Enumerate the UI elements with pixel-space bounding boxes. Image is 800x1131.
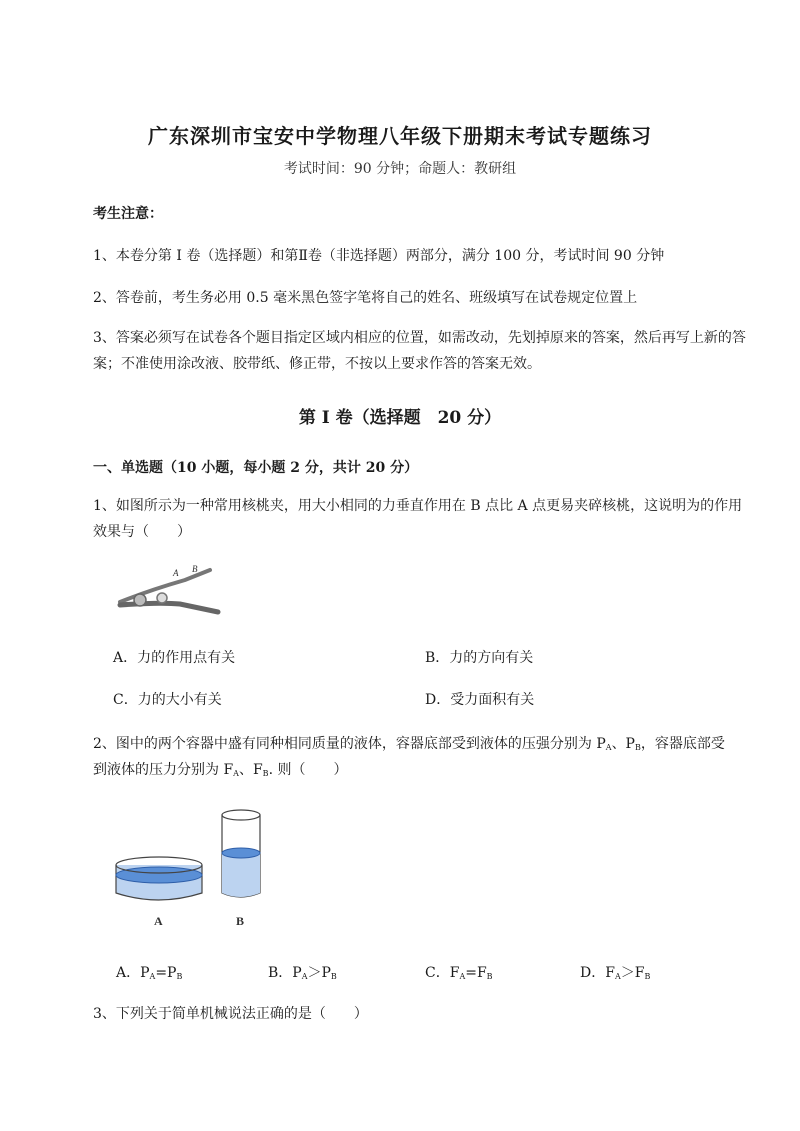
q2-sub: B [634,743,641,752]
notice-item-2: 2、答卷前，考生务必用 0.5 毫米黑色签字笔将自己的姓名、班级填写在试卷规定位置上 [93,290,638,306]
notice-item-3: 3、答案必须写在试卷各个题目指定区域内相应的位置，如需改动，先划掉原来的答案，然后再写上新的答案；不准使用涂改液、胶带纸、修正带，不按以上要求作答的答案无效。 [93,330,746,372]
q2-sub: A [605,743,612,752]
q2-text-part: 、P [611,736,635,752]
q2-option-text: D．F [580,965,615,981]
section-title: 第 I 卷（选择题 20 分） [298,408,502,428]
page-title: 广东深圳市宝安中学物理八年级下册期末考试专题练习 [148,124,652,148]
exam-info: 考试时间：90 分钟；命题人：教研组 [283,161,517,177]
q2-option-c[interactable] [425,962,493,982]
q2-option-text: =P [155,965,177,981]
q2-option-sub: A [614,972,621,981]
q2-text-part: 2、图中的两个容器中盛有同种相同质量的液体，容器底部受到液体的压强分别为 P [93,736,606,752]
q2-option-a[interactable] [116,962,182,982]
q2-text-part: . 则（ ） [268,762,348,778]
walnut [157,593,167,603]
q1-option-c[interactable]: C．力的大小有关 [113,692,222,708]
q2-option-sub: B [330,972,337,981]
q2-option-text: =F [465,965,487,981]
q2-option-sub: A [301,972,308,981]
q2-option-text: ＞P [307,965,331,981]
q2-option-d[interactable] [580,962,650,982]
question-3-text: 3、下列关于简单机械说法正确的是（ ） [93,1006,368,1022]
container-b-liquid [222,853,260,897]
notice-item-1: 1、本卷分第 I 卷（选择题）和第Ⅱ卷（非选择题）两部分，满分 100 分，考试时间 90 分钟 [93,248,665,264]
q2-text-part: 到液体的压力分别为 F [93,762,234,778]
container-a-surface [116,867,202,883]
point-b-label: B [192,564,198,574]
q2-option-text: B．P [268,965,302,981]
q2-option-sub: A [149,972,156,981]
question-1-text: 1、如图所示为一种常用核桃夹，用大小相同的力垂直作用在 B 点比 A 点更易夹碎核桃，这说明为的作用效果与（ ） [93,498,743,540]
question-2-text-line-1 [93,733,725,753]
q2-option-b[interactable] [268,962,337,982]
q1-option-d[interactable]: D．受力面积有关 [425,692,535,708]
q1-option-b[interactable]: B．力的方向有关 [425,650,534,666]
part-heading: 一、单选题（10 小题，每小题 2 分，共计 20 分） [93,460,419,476]
container-b [222,810,260,897]
question-2-text-line-2 [93,759,347,779]
nutcracker-lower-arm [120,603,218,612]
notice-heading: 考生注意： [93,206,163,222]
q2-text-part: 、F [238,762,263,778]
nutcracker-hinge [134,594,146,606]
q2-text-part: ，容器底部受 [640,736,725,752]
q2-sub: B [262,769,269,778]
container-b-surface [222,848,260,858]
point-a-label: A [173,568,179,578]
container-b-label: B [236,914,245,928]
q2-sub: A [233,769,239,778]
nutcracker-figure [110,560,230,620]
q1-option-a[interactable]: A．力的作用点有关 [113,650,236,666]
containers-figure [110,805,270,935]
q2-option-text: C．F [425,965,460,981]
q2-option-sub: B [176,972,183,981]
q2-option-text: A．P [116,965,150,981]
container-a [116,857,202,900]
q2-option-sub: B [486,972,493,981]
q2-option-sub: A [459,972,466,981]
container-a-label: A [154,914,163,928]
q2-option-sub: B [644,972,651,981]
q2-option-text: ＞F [620,965,645,981]
